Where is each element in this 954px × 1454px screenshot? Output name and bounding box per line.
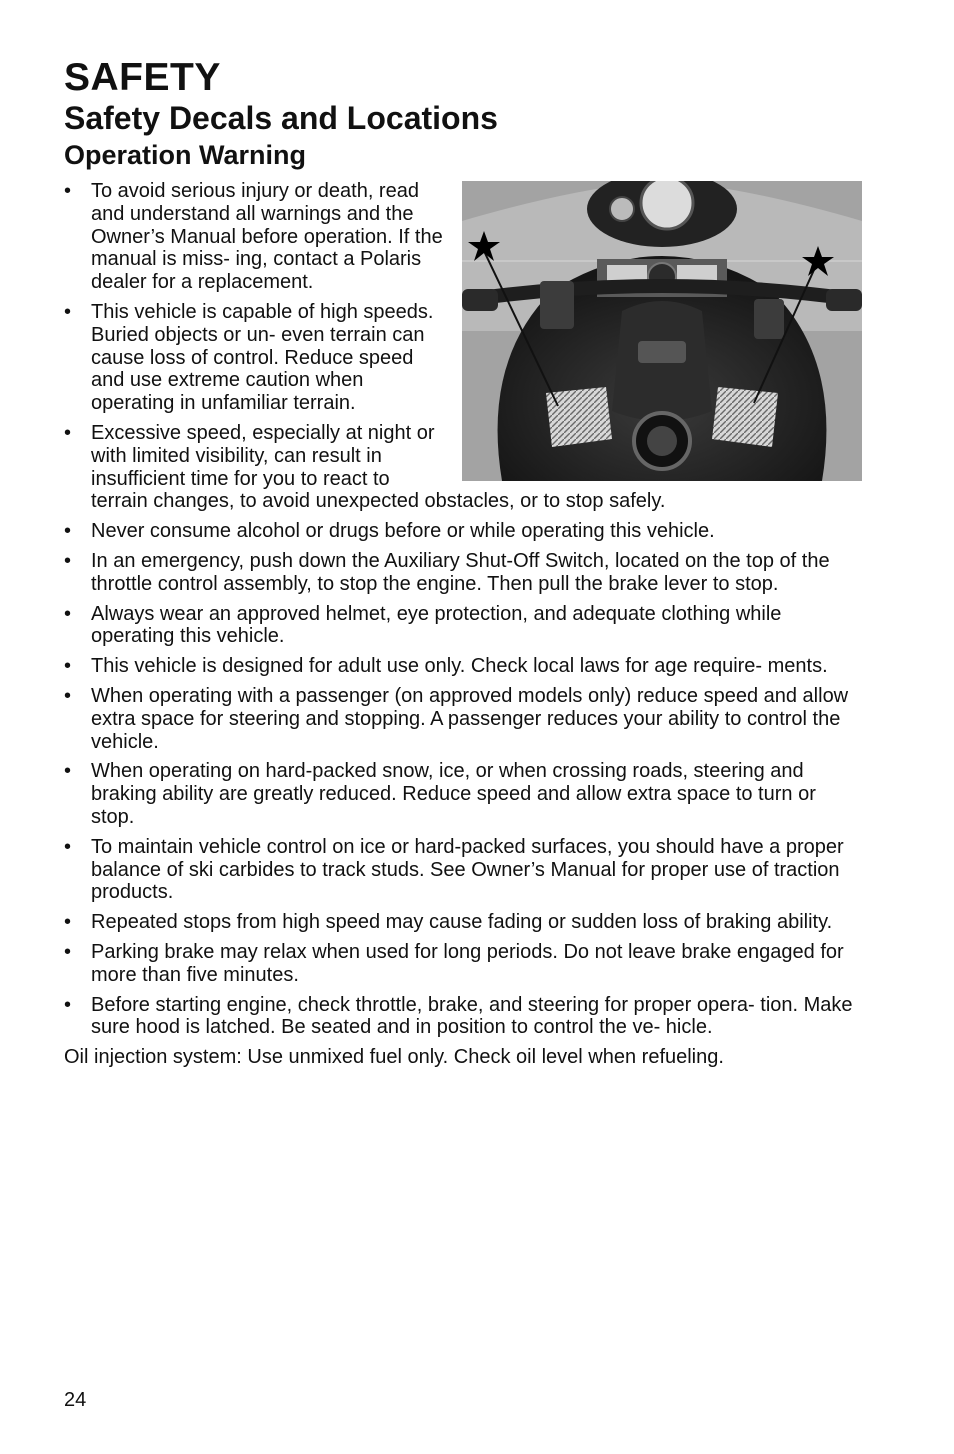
warning-text: When operating with a passenger (on approved models only) reduce speed and allow extra space for steering and stopping. A passenger reduces your ability to control the vehicle. <box>91 684 849 753</box>
warning-text: When operating on hard-packed snow, ice, or when crossing roads, steering and braking ability are greatly reduced. Reduce speed and allow extra space to turn or stop. <box>91 760 816 828</box>
oil-injection-note: Oil injection system: Use unmixed fuel only. Check oil level when refueling. <box>64 1046 724 1069</box>
warnings-list <box>64 180 864 1039</box>
list-item <box>64 550 864 596</box>
warning-text: In an emergency, push down the Auxiliary Shut-Off Switch, located on the top of the throttle control assembly, to stop the engine. Then pull the brake lever to stop. <box>91 549 830 595</box>
warning-text: Never consume alcohol or drugs before or while operating this vehicle. <box>91 520 715 543</box>
list-item <box>64 301 864 415</box>
list-item <box>64 520 864 543</box>
warning-text: To avoid serious injury or death, read and understand all warnings and the Owner’s Manual before operation. If the manual is miss- ing, contact a Polaris dealer for a replacement. <box>91 180 443 294</box>
warning-text: This vehicle is capable of high speeds. Buried objects or un- even terrain can cause loss of control. Reduce speed and use extreme caution when operating in unfamiliar terrain. <box>91 300 434 415</box>
warning-text: Before starting engine, check throttle, brake, and steering for proper opera- tion. Make sure hood is latched. Be seated and in position to control the ve- hicle. <box>91 993 853 1039</box>
warning-text: To maintain vehicle control on ice or hard-packed surfaces, you should have a proper balance of ski carbides to track studs. See Owner’s Manual for proper use of traction products. <box>91 835 844 904</box>
warning-text: Parking brake may relax when used for long periods. Do not leave brake engaged for more than five minutes. <box>91 940 844 986</box>
list-item <box>64 994 864 1040</box>
list-item <box>64 655 864 678</box>
warning-text: Repeated stops from high speed may cause fading or sudden loss of braking ability. <box>91 911 833 934</box>
page-number: 24 <box>64 1389 87 1411</box>
section-title: SAFETY <box>64 56 221 99</box>
list-item <box>64 685 864 753</box>
page-subtitle: Safety Decals and Locations <box>64 100 498 136</box>
warning-text: This vehicle is designed for adult use only. Check local laws for age require- ments. <box>91 655 828 678</box>
list-item <box>64 836 864 904</box>
page-content <box>64 56 864 1069</box>
list-item <box>64 180 864 294</box>
list-item <box>64 911 864 934</box>
list-item <box>64 941 864 987</box>
warning-text: Excessive speed, especially at night or with limited visibility, can result in insufficient time for you to react to terrain changes, to avoid unexpected obstacles, or to stop safely. <box>91 421 666 513</box>
section-heading: Operation Warning <box>64 140 306 170</box>
list-item <box>64 603 864 649</box>
warning-text: Always wear an approved helmet, eye protection, and adequate clothing while operating this vehicle. <box>91 602 782 648</box>
list-item <box>64 422 864 513</box>
list-item <box>64 760 864 828</box>
